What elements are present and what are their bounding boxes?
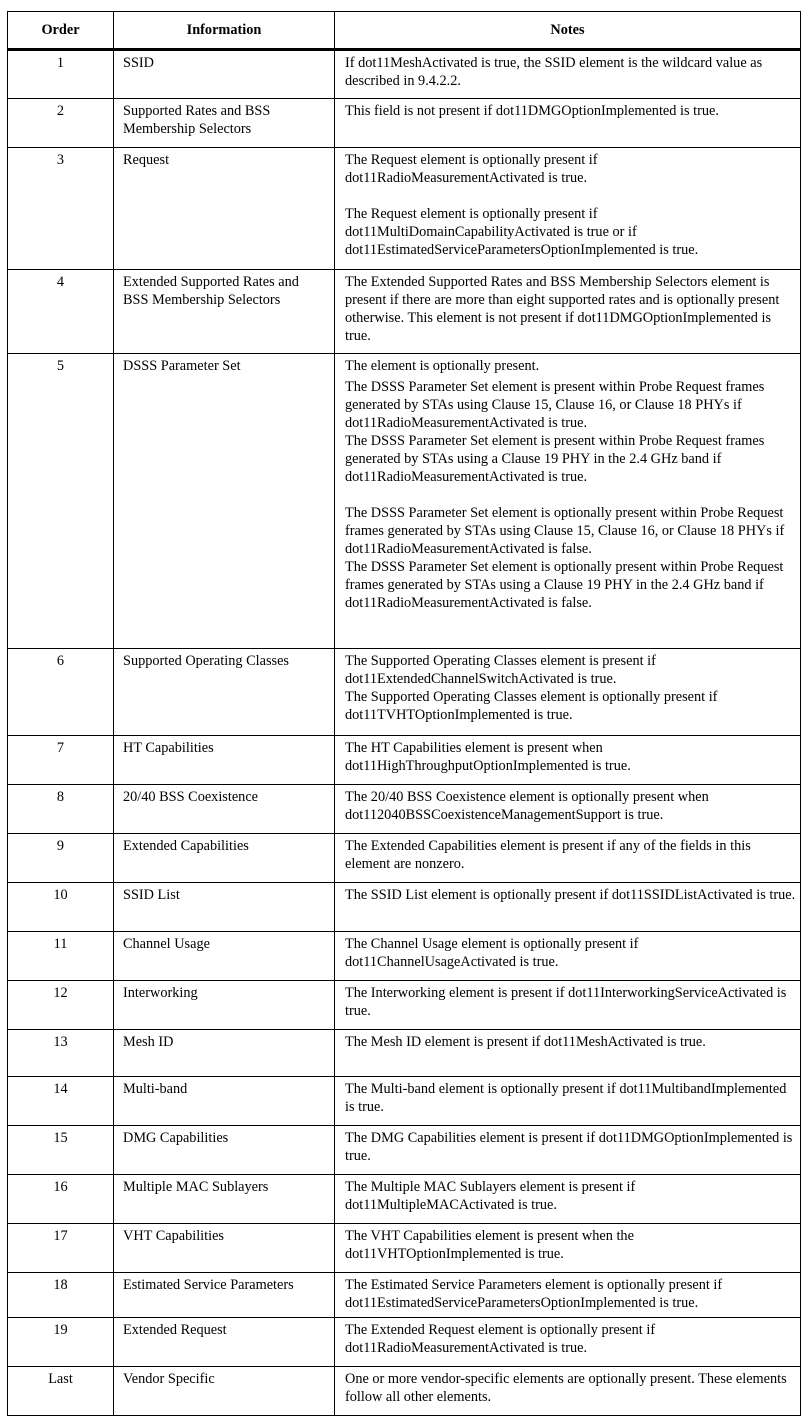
notes-cell [335, 1273, 801, 1318]
note-text: The DSSS Parameter Set element is optionally present within Probe Request frames generated by STAs using Clause 15, Clause 16, or Clause 18 PHYs if dot11RadioMeasurementActivated is false. [345, 505, 785, 557]
note-text: The DMG Capabilities element is present if dot11DMGOptionImplemented is true. [345, 1130, 793, 1164]
note-text: The Multiple MAC Sublayers element is present if dot11MultipleMACActivated is true. [345, 1179, 636, 1213]
table-row [8, 883, 801, 932]
notes-cell [335, 148, 801, 270]
note-text: The Supported Operating Classes element is present if dot11ExtendedChannelSwitchActivated is true. [345, 653, 656, 687]
notes-cell [335, 649, 801, 736]
table-row [8, 834, 801, 883]
information-cell: Multi-band [114, 1077, 335, 1126]
note-text: The HT Capabilities element is present when dot11HighThroughputOptionImplemented is true. [345, 740, 631, 774]
information-cell: HT Capabilities [114, 736, 335, 785]
note-text: The Extended Request element is optionally present if dot11RadioMeasurementActivated is true. [345, 1322, 656, 1356]
order-cell: 2 [8, 99, 114, 148]
order-cell: 14 [8, 1077, 114, 1126]
order-cell: 5 [8, 354, 114, 649]
note-text: The DSSS Parameter Set element is present within Probe Request frames generated by STAs using a Clause 19 PHY in the 2.4 GHz band if dot11RadioMeasurementActivated is true. [345, 433, 765, 485]
order-cell: 13 [8, 1030, 114, 1077]
notes-cell [335, 981, 801, 1030]
order-cell: Last [8, 1367, 114, 1416]
order-cell: 17 [8, 1224, 114, 1273]
order-cell: 15 [8, 1126, 114, 1175]
table-row [8, 981, 801, 1030]
note-text: The Extended Supported Rates and BSS Membership Selectors element is present if there are more than eight supported rates and is optionally present otherwise. This element is not present if dot11DMGOptionImplemented is true. [345, 274, 780, 344]
note-text: The Multi-band element is optionally present if dot11MultibandImplemented is true. [345, 1081, 787, 1115]
note-text: One or more vendor-specific elements are optionally present. These elements follow all other elements. [345, 1371, 787, 1405]
order-cell: 1 [8, 50, 114, 99]
table-row [8, 50, 801, 99]
table-row [8, 1175, 801, 1224]
note-text: The Request element is optionally present if dot11RadioMeasurementActivated is true. [345, 152, 598, 186]
order-cell: 11 [8, 932, 114, 981]
table-row [8, 1030, 801, 1077]
table-row [8, 649, 801, 736]
notes-cell [335, 785, 801, 834]
note-text: The Supported Operating Classes element is optionally present if dot11TVHTOptionImplemented is true. [345, 689, 718, 723]
order-cell: 10 [8, 883, 114, 932]
note-text: The 20/40 BSS Coexistence element is optionally present when dot112040BSSCoexistenceManagementSupport is true. [345, 789, 709, 823]
information-cell: Vendor Specific [114, 1367, 335, 1416]
notes-cell [335, 50, 801, 99]
notes-cell [335, 1077, 801, 1126]
note-text: This field is not present if dot11DMGOptionImplemented is true. [345, 103, 719, 119]
information-cell: Request [114, 148, 335, 270]
note-text: The Channel Usage element is optionally present if dot11ChannelUsageActivated is true. [345, 936, 639, 970]
order-cell: 8 [8, 785, 114, 834]
table-row [8, 785, 801, 834]
information-cell: Estimated Service Parameters [114, 1273, 335, 1318]
information-cell: 20/40 BSS Coexistence [114, 785, 335, 834]
table-row [8, 99, 801, 148]
notes-cell [335, 354, 801, 649]
information-cell: SSID [114, 50, 335, 99]
note-text: The SSID List element is optionally present if dot11SSIDListActivated is true. [345, 887, 796, 903]
order-cell: 16 [8, 1175, 114, 1224]
information-cell: DSSS Parameter Set [114, 354, 335, 649]
information-cell: Extended Supported Rates and BSS Membership Selectors [114, 270, 335, 354]
note-text: The element is optionally present. [345, 358, 540, 374]
order-cell: 3 [8, 148, 114, 270]
notes-cell [335, 1030, 801, 1077]
table-header-row [8, 12, 801, 50]
note-text: If dot11MeshActivated is true, the SSID element is the wildcard value as described in 9.4.2.2. [345, 55, 763, 89]
note-text: The DSSS Parameter Set element is optionally present within Probe Request frames generated by STAs using a Clause 19 PHY in the 2.4 GHz band if dot11RadioMeasurementActivated is false. [345, 559, 784, 611]
note-text: The Estimated Service Parameters element is optionally present if dot11EstimatedServiceParametersOptionImplemented is true. [345, 1277, 723, 1311]
order-cell: 18 [8, 1273, 114, 1318]
note-text: The DSSS Parameter Set element is present within Probe Request frames generated by STAs using Clause 15, Clause 16, or Clause 18 PHYs if dot11RadioMeasurementActivated is true. [345, 379, 765, 431]
table-row [8, 354, 801, 649]
information-cell: Extended Capabilities [114, 834, 335, 883]
table-row [8, 932, 801, 981]
header-order: Order [8, 12, 114, 50]
notes-cell [335, 1224, 801, 1273]
notes-cell [335, 932, 801, 981]
notes-cell [335, 1318, 801, 1367]
order-cell: 12 [8, 981, 114, 1030]
order-cell: 9 [8, 834, 114, 883]
information-cell: Supported Rates and BSS Membership Selectors [114, 99, 335, 148]
note-text: The Extended Capabilities element is present if any of the fields in this element are nonzero. [345, 838, 751, 872]
information-cell: DMG Capabilities [114, 1126, 335, 1175]
information-cell: Channel Usage [114, 932, 335, 981]
information-cell: Supported Operating Classes [114, 649, 335, 736]
notes-cell [335, 883, 801, 932]
header-information: Information [114, 12, 335, 50]
table-row [8, 148, 801, 270]
note-text: The Interworking element is present if dot11InterworkingServiceActivated is true. [345, 985, 787, 1019]
order-cell: 7 [8, 736, 114, 785]
table-row [8, 1318, 801, 1367]
order-cell: 4 [8, 270, 114, 354]
table-row [8, 1367, 801, 1416]
notes-cell [335, 1367, 801, 1416]
order-cell: 19 [8, 1318, 114, 1367]
note-text: The Request element is optionally present if dot11MultiDomainCapabilityActivated is true or if dot11EstimatedServiceParametersOptionImplemented is true. [345, 206, 699, 258]
table-row [8, 736, 801, 785]
information-cell: Interworking [114, 981, 335, 1030]
table-row [8, 1126, 801, 1175]
table-row [8, 1273, 801, 1318]
information-cell: Multiple MAC Sublayers [114, 1175, 335, 1224]
information-cell: Mesh ID [114, 1030, 335, 1077]
notes-cell [335, 1126, 801, 1175]
information-cell: Extended Request [114, 1318, 335, 1367]
table-row [8, 1077, 801, 1126]
notes-cell [335, 270, 801, 354]
notes-cell [335, 834, 801, 883]
note-text: The Mesh ID element is present if dot11MeshActivated is true. [345, 1034, 706, 1050]
note-text: The VHT Capabilities element is present when the dot11VHTOptionImplemented is true. [345, 1228, 634, 1262]
header-notes: Notes [335, 12, 801, 50]
notes-cell [335, 1175, 801, 1224]
table-row [8, 1224, 801, 1273]
notes-cell [335, 99, 801, 148]
probe-request-elements-table [7, 11, 801, 1416]
information-cell: VHT Capabilities [114, 1224, 335, 1273]
notes-cell [335, 736, 801, 785]
table-row [8, 270, 801, 354]
order-cell: 6 [8, 649, 114, 736]
information-cell: SSID List [114, 883, 335, 932]
